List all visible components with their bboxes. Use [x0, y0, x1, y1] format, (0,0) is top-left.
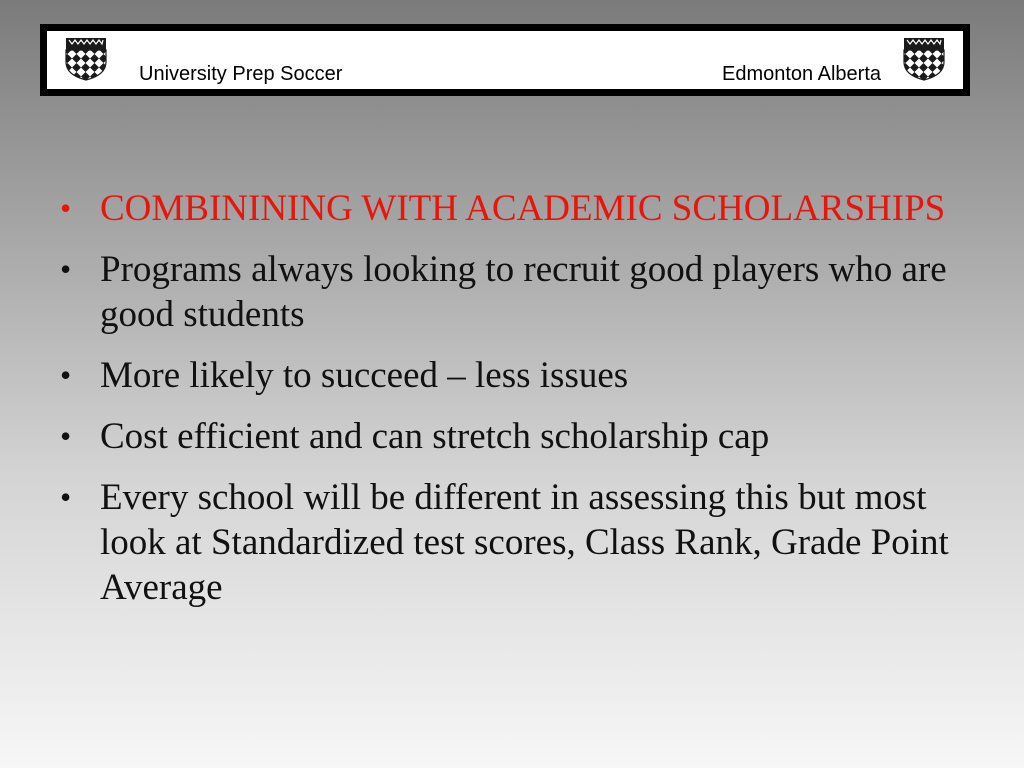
bullet-item [58, 475, 958, 610]
bullet-text: Cost efficient and can stretch scholarship cap [100, 416, 770, 457]
bullet-list [58, 186, 958, 626]
bullet-marker: • [60, 251, 72, 287]
header-bar [40, 24, 970, 96]
bullet-text: More likely to succeed – less issues [100, 355, 629, 396]
shield-crest-icon [901, 36, 947, 82]
bullet-marker: • [60, 479, 72, 515]
bullet-item [58, 186, 958, 231]
bullet-text: Programs always looking to recruit good players who are good students [100, 249, 947, 335]
header-location: Edmonton Alberta [722, 63, 881, 85]
bullet-marker: • [60, 190, 72, 226]
header-title: University Prep Soccer [139, 63, 343, 85]
bullet-marker: • [60, 357, 72, 393]
bullet-text: COMBININING WITH ACADEMIC SCHOLARSHIPS [100, 188, 946, 229]
bullet-item [58, 353, 958, 398]
header-banner [47, 31, 963, 89]
bullet-marker: • [60, 418, 72, 454]
bullet-text: Every school will be different in assessing this but most look at Standardized test scores, Class Rank, Grade Point Average [100, 477, 949, 608]
bullet-item [58, 414, 958, 459]
bullet-item [58, 247, 958, 337]
shield-crest-icon [63, 36, 109, 82]
